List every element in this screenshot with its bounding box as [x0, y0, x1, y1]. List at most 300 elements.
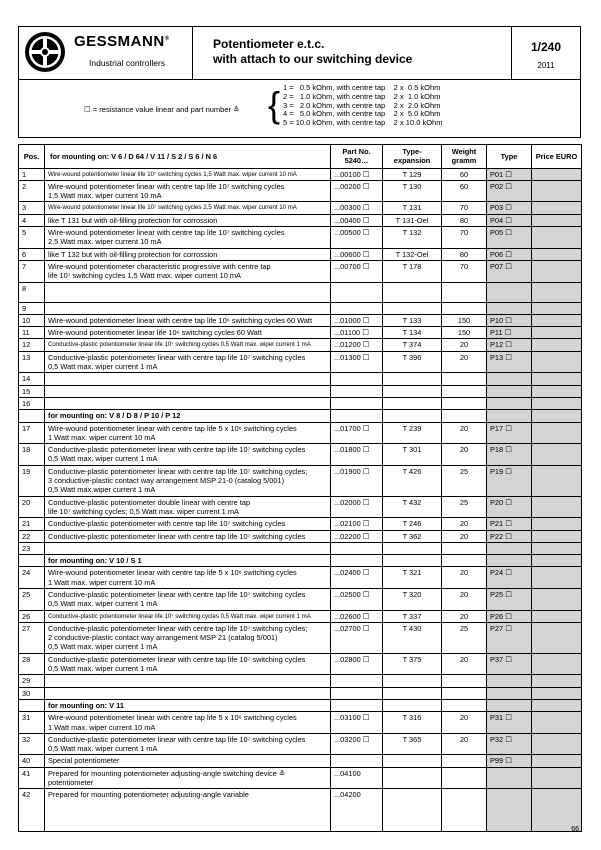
cell-price: [532, 422, 582, 444]
cell-part: [331, 687, 383, 699]
cell-desc: [45, 248, 331, 260]
table-row: [19, 653, 582, 675]
table-row: [19, 202, 582, 214]
cell-price: [532, 327, 582, 339]
desc-line: 0,5 Watt max.wiper current 1 mA: [48, 485, 156, 495]
cell-desc: [45, 622, 331, 653]
cell-price: [532, 385, 582, 397]
table-row: [19, 314, 582, 326]
cell-weight: 20: [442, 518, 487, 530]
title-line-1: Potentiometer e.t.c.: [213, 37, 325, 51]
cell-weight: 20: [442, 653, 487, 675]
cell-pos: 40: [19, 755, 45, 767]
cell-price: [532, 712, 582, 734]
cell-part: [331, 302, 383, 314]
cell-type: [487, 282, 532, 302]
table-row: [19, 397, 582, 409]
cell-type: P22 ☐: [487, 530, 532, 542]
cell-type: [487, 767, 532, 789]
cell-part: ...01100 ☐: [331, 327, 383, 339]
cell-desc: [45, 168, 331, 180]
cell-pos: 28: [19, 653, 45, 675]
cell-pos: 41: [19, 767, 45, 789]
cell-expansion: T 316: [383, 712, 442, 734]
cell-desc: [45, 351, 331, 373]
cell-pos: 3: [19, 202, 45, 214]
cell-weight: [442, 767, 487, 789]
cell-type: P27 ☐: [487, 622, 532, 653]
cell-price: [532, 653, 582, 675]
cell-expansion: T 365: [383, 733, 442, 755]
brand-subtitle: Industrial controllers: [89, 58, 166, 68]
desc-line: Conductive-plastic potentiometer double linear with centre tap: [48, 497, 251, 507]
cell-expansion: T 432: [383, 496, 442, 518]
desc-line: [48, 284, 327, 293]
cell-expansion: [383, 755, 442, 767]
cell-desc: [45, 397, 331, 409]
cell-desc: [45, 687, 331, 699]
cell-part: ...01700 ☐: [331, 422, 383, 444]
cell-part: ...01900 ☐: [331, 465, 383, 496]
cell-type: [487, 373, 532, 385]
cell-expansion: T 374: [383, 339, 442, 351]
page-frame: [18, 26, 581, 832]
cell-price: [532, 227, 582, 249]
cell-weight: [442, 302, 487, 314]
desc-line: 1 Watt max. wiper current 10 mA: [48, 722, 156, 732]
cell-weight: 20: [442, 444, 487, 466]
desc-line: [48, 676, 327, 685]
cell-desc: [45, 555, 331, 567]
desc-line: Prepared for mounting potentiometer adjusting-angle switching device ≙ potentiometer: [48, 768, 286, 788]
cell-type: P07 ☐: [487, 260, 532, 282]
col-pos: Pos.: [19, 145, 45, 169]
cell-part: [331, 542, 383, 554]
table-row: [19, 542, 582, 554]
cell-type: P18 ☐: [487, 444, 532, 466]
cell-desc: [45, 373, 331, 385]
cell-desc: [45, 202, 331, 214]
desc-line: Conductive-plastic potentiometer linear with centre tap life 10⁷ switching cycles: [48, 445, 306, 455]
cell-pos: 2: [19, 180, 45, 202]
cell-weight: 25: [442, 622, 487, 653]
cell-expansion: T 131: [383, 202, 442, 214]
cell-desc: [45, 530, 331, 542]
cell-part: ...04200: [331, 789, 383, 832]
cell-pos: 5: [19, 227, 45, 249]
logo-box: [19, 27, 193, 79]
cell-expansion: [383, 373, 442, 385]
cell-pos: 27: [19, 622, 45, 653]
cell-pos: 17: [19, 422, 45, 444]
table-row: [19, 767, 582, 789]
cell-price: [532, 675, 582, 687]
cell-part: [331, 373, 383, 385]
cell-weight: 25: [442, 465, 487, 496]
cell-part: ...00600 ☐: [331, 248, 383, 260]
desc-line: 0,5 Watt max. wiper current 1 mA: [48, 454, 158, 464]
cell-weight: 70: [442, 227, 487, 249]
cell-pos: 4: [19, 214, 45, 226]
cell-part: ...02500 ☐: [331, 588, 383, 610]
cell-weight: 60: [442, 180, 487, 202]
table-row: [19, 260, 582, 282]
cell-pos: 25: [19, 588, 45, 610]
cell-type: [487, 699, 532, 711]
desc-line: Wire-wound potentiometer linear life 10⁷ switching cycles 1,5 Watt max. wiper current 10 mA: [48, 170, 297, 178]
cell-pos: 13: [19, 351, 45, 373]
cell-weight: [442, 687, 487, 699]
cell-weight: 150: [442, 327, 487, 339]
desc-line: Wire-wound potentiometer linear with centre tap life 10⁷ switching cycles: [48, 181, 285, 191]
table-row: [19, 496, 582, 518]
cell-desc: [45, 260, 331, 282]
cell-desc: [45, 496, 331, 518]
desc-line: Wire-wound potentiometer characteristic progressive with centre tap: [48, 261, 271, 271]
cell-expansion: T 375: [383, 653, 442, 675]
cell-price: [532, 518, 582, 530]
cell-expansion: [383, 410, 442, 422]
desc-line: Conductive-plastic potentiometer linear life 10⁷ switching cycles 0,5 Watt max. wiper current 1 mA: [48, 341, 311, 349]
cell-expansion: T 362: [383, 530, 442, 542]
cell-weight: 25: [442, 496, 487, 518]
cell-part: [331, 410, 383, 422]
cell-price: [532, 588, 582, 610]
title-line-2: with attach to our switching device: [213, 52, 413, 66]
sheet-number: 1/240: [530, 40, 562, 54]
cell-type: P25 ☐: [487, 588, 532, 610]
desc-line: 1 Watt max. wiper current 10 mA: [48, 432, 156, 442]
desc-line: like T 131 but with oil-filling protection for corrossion: [48, 215, 218, 225]
cell-part: [331, 397, 383, 409]
desc-line: Conductive-plastic potentiometer linear with centre tap life 10⁷ switching cycles;: [48, 466, 308, 476]
cell-weight: 80: [442, 248, 487, 260]
desc-line: 2 conductive-plastic contact way arrangement MSP 21 (catalog 5/001): [48, 633, 278, 643]
cell-price: [532, 168, 582, 180]
desc-line: [48, 544, 327, 553]
table-row: [19, 675, 582, 687]
desc-line: 0,5 Watt max. wiper current 1 mA: [48, 642, 158, 652]
desc-line: [48, 399, 327, 408]
cell-price: [532, 542, 582, 554]
cell-price: [532, 496, 582, 518]
cell-weight: [442, 675, 487, 687]
desc-line: Conductive-plastic potentiometer with centre tap life 10⁷ switching cycles: [48, 519, 286, 529]
cell-desc: [45, 610, 331, 622]
cell-desc: [45, 542, 331, 554]
cell-expansion: T 337: [383, 610, 442, 622]
cell-part: ...03100 ☐: [331, 712, 383, 734]
cell-expansion: T 320: [383, 588, 442, 610]
cell-desc: [45, 588, 331, 610]
cell-desc: [45, 227, 331, 249]
desc-line: Special potentiometer: [48, 756, 120, 766]
cell-weight: [442, 755, 487, 767]
desc-line: for mounting on: V 10 / S 1: [48, 556, 142, 566]
brand-name: GESSMANN®: [74, 33, 170, 50]
brace: {: [268, 84, 281, 125]
table-row: [19, 180, 582, 202]
desc-line: Wire-wound potentiometer linear life 10⁶ switching cycles 60 Watt: [48, 328, 262, 338]
cell-type: P11 ☐: [487, 327, 532, 339]
table-row: [19, 282, 582, 302]
cell-pos: 32: [19, 733, 45, 755]
cell-expansion: [383, 675, 442, 687]
section-row: [19, 699, 582, 711]
cell-type: P02 ☐: [487, 180, 532, 202]
cell-type: [487, 555, 532, 567]
cell-weight: 70: [442, 260, 487, 282]
table-row: [19, 789, 582, 832]
cell-price: [532, 755, 582, 767]
cell-type: P99 ☐: [487, 755, 532, 767]
cell-desc: [45, 422, 331, 444]
cell-weight: 20: [442, 351, 487, 373]
legend-item: 3 = 2.0 kOhm, with centre tap 2 x 2.0 kOhm: [283, 100, 441, 110]
cell-type: [487, 675, 532, 687]
cell-pos: 42: [19, 789, 45, 832]
cell-desc: [45, 699, 331, 711]
cell-type: P06 ☐: [487, 248, 532, 260]
cell-desc: [45, 385, 331, 397]
table-row: [19, 422, 582, 444]
cell-part: [331, 555, 383, 567]
cell-weight: 60: [442, 168, 487, 180]
cell-type: [487, 542, 532, 554]
cell-type: P05 ☐: [487, 227, 532, 249]
cell-desc: [45, 789, 331, 832]
cell-expansion: [383, 687, 442, 699]
cell-price: [532, 202, 582, 214]
cell-pos: 22: [19, 530, 45, 542]
cell-expansion: T 178: [383, 260, 442, 282]
cell-type: P21 ☐: [487, 518, 532, 530]
cell-price: [532, 314, 582, 326]
cell-price: [532, 373, 582, 385]
table-row: [19, 168, 582, 180]
cell-desc: [45, 444, 331, 466]
cell-expansion: T 239: [383, 422, 442, 444]
cell-expansion: [383, 542, 442, 554]
cell-type: P20 ☐: [487, 496, 532, 518]
cell-part: [331, 385, 383, 397]
col-part: Part No. 5240…: [331, 145, 383, 169]
cell-part: ...00500 ☐: [331, 227, 383, 249]
cell-desc: [45, 518, 331, 530]
cell-weight: [442, 555, 487, 567]
table-header-row: [19, 145, 582, 169]
table-row: [19, 227, 582, 249]
legend-list: [283, 84, 442, 128]
cell-desc: [45, 675, 331, 687]
table-row: [19, 373, 582, 385]
cell-pos: 11: [19, 327, 45, 339]
desc-line: 2,5 Watt max. wiper current 10 mA: [48, 237, 162, 247]
legend-label: ☐ = resistance value linear and part number ≙: [84, 105, 240, 114]
cell-desc: [45, 327, 331, 339]
cell-desc: [45, 339, 331, 351]
cell-part: ...01000 ☐: [331, 314, 383, 326]
cell-type: P01 ☐: [487, 168, 532, 180]
desc-line: Conductive-plastic potentiometer linear with centre tap life 10⁷ switching cycles;: [48, 623, 308, 633]
cell-expansion: [383, 789, 442, 832]
cell-desc: [45, 712, 331, 734]
cell-expansion: T 132-Oel: [383, 248, 442, 260]
desc-line: 0,5 Watt max. wiper current 1 mA: [48, 744, 158, 754]
cell-desc: [45, 567, 331, 589]
col-price: Price EURO: [532, 145, 582, 169]
cell-part: ...02700 ☐: [331, 622, 383, 653]
cell-part: ...02600 ☐: [331, 610, 383, 622]
table-row: [19, 385, 582, 397]
cell-expansion: [383, 699, 442, 711]
cell-pos: 6: [19, 248, 45, 260]
desc-line: life 10⁷ switching cycles; 0,5 Watt max. wiper current 1 mA: [48, 506, 239, 516]
cell-expansion: [383, 555, 442, 567]
cell-desc: [45, 214, 331, 226]
page-number: 66: [571, 826, 579, 833]
cell-price: [532, 260, 582, 282]
cell-part: ...00300 ☐: [331, 202, 383, 214]
cell-part: [331, 755, 383, 767]
desc-line: Prepared for mounting potentiometer adjusting-angle variable: [48, 790, 249, 800]
desc-line: 0,5 Watt max. wiper current 1 mA: [48, 664, 158, 674]
cell-price: [532, 302, 582, 314]
cell-pos: 1: [19, 168, 45, 180]
cell-type: [487, 410, 532, 422]
desc-line: [48, 304, 327, 313]
cell-type: P12 ☐: [487, 339, 532, 351]
desc-line: Wire-wound potentiometer linear with centre tap life 5 x 10⁶ switching cycles: [48, 423, 297, 433]
header: [18, 26, 581, 80]
cell-expansion: T 426: [383, 465, 442, 496]
cell-type: P37 ☐: [487, 653, 532, 675]
cell-weight: [442, 385, 487, 397]
cell-weight: 20: [442, 610, 487, 622]
cell-price: [532, 622, 582, 653]
cell-part: ...00100 ☐: [331, 168, 383, 180]
desc-line: for mounting on: V 11: [48, 700, 124, 710]
cell-weight: 20: [442, 588, 487, 610]
cell-price: [532, 555, 582, 567]
cell-expansion: T 430: [383, 622, 442, 653]
cell-pos: 18: [19, 444, 45, 466]
table-row: [19, 622, 582, 653]
cell-expansion: T 301: [383, 444, 442, 466]
cell-expansion: [383, 302, 442, 314]
cell-price: [532, 214, 582, 226]
desc-line: [48, 689, 327, 698]
cell-pos: 9: [19, 302, 45, 314]
document-title: [193, 27, 512, 79]
cell-price: [532, 248, 582, 260]
table-row: [19, 518, 582, 530]
cell-weight: [442, 373, 487, 385]
col-type: Type: [487, 145, 532, 169]
cell-type: P31 ☐: [487, 712, 532, 734]
cell-part: ...02100 ☐: [331, 518, 383, 530]
legend-item: 4 = 5.0 kOhm, with centre tap 2 x 5.0 kOhm: [283, 109, 441, 119]
cell-part: [331, 675, 383, 687]
cell-price: [532, 530, 582, 542]
cell-pos: [19, 555, 45, 567]
cell-expansion: T 132: [383, 227, 442, 249]
cell-pos: 20: [19, 496, 45, 518]
cell-part: [331, 699, 383, 711]
table-row: [19, 465, 582, 496]
cell-part: ...00200 ☐: [331, 180, 383, 202]
cell-weight: [442, 410, 487, 422]
cell-pos: 31: [19, 712, 45, 734]
cell-type: P13 ☐: [487, 351, 532, 373]
desc-line: [48, 387, 327, 396]
cell-part: ...00700 ☐: [331, 260, 383, 282]
legend: [18, 80, 581, 138]
cell-type: [487, 397, 532, 409]
legend-item: 5 = 10.0 kOhm, with centre tap 2 x 10.0 kOhm: [283, 118, 443, 128]
cell-desc: [45, 302, 331, 314]
desc-line: Conductive-plastic potentiometer linear with centre tap life 10⁷ switching cycles: [48, 589, 306, 599]
cell-expansion: T 129: [383, 168, 442, 180]
cell-expansion: [383, 397, 442, 409]
cell-pos: 16: [19, 397, 45, 409]
cell-part: ...04100: [331, 767, 383, 789]
cell-pos: 12: [19, 339, 45, 351]
cell-type: [487, 302, 532, 314]
cell-type: P17 ☐: [487, 422, 532, 444]
desc-line: Wire-wound potentiometer linear life 10⁷ switching cycles 2,5 Watt max. wiper current 10 mA: [48, 204, 297, 212]
legend-item: 2 = 1.0 kOhm, with centre tap 2 x 1.0 kOhm: [283, 91, 441, 101]
cell-type: P19 ☐: [487, 465, 532, 496]
cell-price: [532, 351, 582, 373]
cell-desc: [45, 314, 331, 326]
table-row: [19, 588, 582, 610]
cell-expansion: [383, 767, 442, 789]
cell-pos: 21: [19, 518, 45, 530]
desc-line: 0,5 Watt max. wiper current 1 mA: [48, 599, 158, 609]
desc-line: 1 Watt max. wiper current 10 mA: [48, 577, 156, 587]
table-row: [19, 302, 582, 314]
cell-expansion: [383, 282, 442, 302]
cell-price: [532, 444, 582, 466]
cell-price: [532, 687, 582, 699]
cell-weight: 70: [442, 202, 487, 214]
cell-part: ...00400 ☐: [331, 214, 383, 226]
cell-weight: 20: [442, 567, 487, 589]
section-row: [19, 410, 582, 422]
cell-price: [532, 180, 582, 202]
cell-expansion: T 133: [383, 314, 442, 326]
cell-part: ...01300 ☐: [331, 351, 383, 373]
table-row: [19, 339, 582, 351]
cell-pos: 23: [19, 542, 45, 554]
cell-price: [532, 733, 582, 755]
table-row: [19, 755, 582, 767]
cell-weight: 150: [442, 314, 487, 326]
desc-line: Wire-wound potentiometer linear with centre tap life 10⁷ switching cycles: [48, 228, 285, 238]
cell-expansion: [383, 385, 442, 397]
cell-pos: 24: [19, 567, 45, 589]
desc-line: Wire-wound potentiometer linear with centre tap life 5 x 10⁶ switching cycles: [48, 713, 297, 723]
table-row: [19, 351, 582, 373]
cell-pos: [19, 699, 45, 711]
cell-pos: 30: [19, 687, 45, 699]
desc-line: like T 132 but with oil-filling protection for corrossion: [48, 249, 218, 259]
cell-type: P10 ☐: [487, 314, 532, 326]
cell-price: [532, 282, 582, 302]
cell-type: P32 ☐: [487, 733, 532, 755]
cell-expansion: T 130: [383, 180, 442, 202]
